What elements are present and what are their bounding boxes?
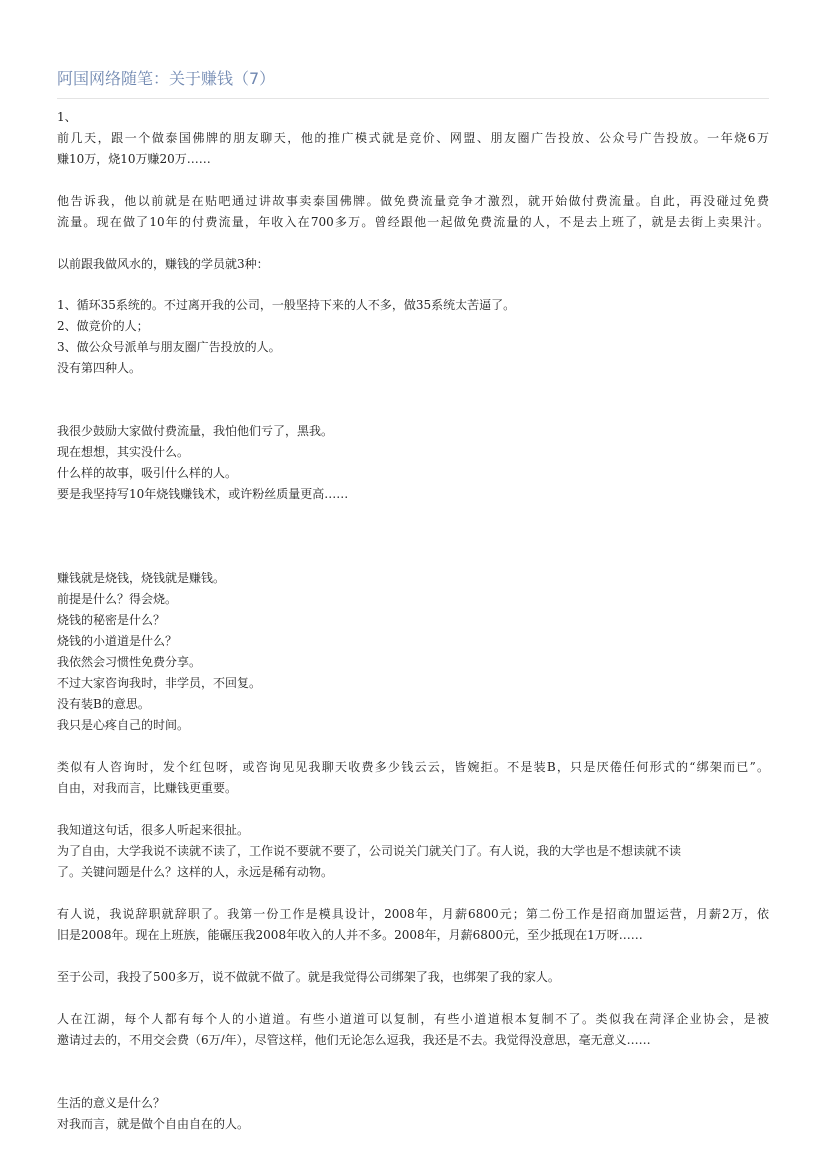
paragraph-line: 要是我坚持写10年烧钱赚钱术，或许粉丝质量更高…… [57,487,349,501]
paragraph-line: 至于公司，我投了500多万，说不做就不做了。就是我觉得公司绑架了我，也绑架了我的家人。 [57,970,560,984]
paragraph-line: 没有第四种人。 [57,361,142,375]
paragraph-line: 流量。现在做了10年的付费流量，年收入在700多万。曾经跟他一起做免费流量的人，不是去上班了，就是去街上卖果汁。 [57,215,769,229]
paragraph-line: 我知道这句话，很多人听起来很扯。 [57,823,250,837]
article-title: 阿国网络随笔：关于赚钱（7） [57,69,276,88]
paragraph-line: 现在想想，其实没什么。 [57,445,190,459]
paragraph-line: 我只是心疼自己的时间。 [57,718,190,732]
paragraph-line: 了。关键问题是什么？这样的人，永远是稀有动物。 [57,865,334,879]
paragraph-line: 烧钱的小道道是什么？ [57,634,178,648]
paragraph-line: 为了自由，大学我说不读就不读了，工作说不要就不要了，公司说关门就关门了。有人说，我的大学也是不想读就不读 [57,844,682,858]
list-item: 1、循环35系统的。不过离开我的公司，一般坚持下来的人不多，做35系统太苦逼了。 [57,298,516,312]
paragraph-line: 我依然会习惯性免费分享。 [57,655,202,669]
paragraph-line: 以前跟我做风水的，赚钱的学员就3种： [57,257,269,271]
paragraph-line: 没有装B的意思。 [57,697,150,711]
list-item: 2、做竞价的人； [57,319,149,333]
paragraph-line: 赚钱就是烧钱，烧钱就是赚钱。 [57,571,226,585]
paragraph-line: 什么样的故事，吸引什么样的人。 [57,466,238,480]
paragraph-line: 旧是2008年。现在上班族，能碾压我2008年收入的人并不多。2008年，月薪6800元，至少抵现在1万呀…… [57,928,643,942]
paragraph-line: 不过大家咨询我时，非学员，不回复。 [57,676,262,690]
paragraph-line: 赚10万，烧10万赚20万…… [57,152,211,166]
paragraph-line: 他告诉我，他以前就是在贴吧通过讲故事卖泰国佛牌。做免费流量竞争才激烈，就开始做付费流量。自此，再没碰过免费 [57,194,769,208]
paragraph-line: 对我而言，就是做个自由自在的人。 [57,1117,250,1131]
paragraph-line: 烧钱的秘密是什么？ [57,613,166,627]
paragraph-line: 邀请过去的，不用交会费（6万/年），尽管这样，他们无论怎么逗我，我还是不去。我觉得没意思，毫无意义…… [57,1033,651,1047]
paragraph-line: 有人说，我说辞职就辞职了。我第一份工作是模具设计，2008年，月薪6800元；第二份工作是招商加盟运营，月薪2万，依 [57,907,769,921]
paragraph-line: 前几天，跟一个做泰国佛牌的朋友聊天，他的推广模式就是竞价、网盟、朋友圈广告投放、公众号广告投放。一年烧6万 [57,131,769,145]
paragraph-line: 我很少鼓励大家做付费流量，我怕他们亏了，黑我。 [57,424,334,438]
paragraph-line: 自由，对我而言，比赚钱更重要。 [57,781,238,795]
paragraph-line: 前提是什么？得会烧。 [57,592,178,606]
paragraph-line: 1、 [57,110,77,124]
paragraph-line: 人在江湖，每个人都有每个人的小道道。有些小道道可以复制，有些小道道根本复制不了。类似我在菏泽企业协会，是被 [57,1012,769,1026]
paragraph-line: 类似有人咨询时，发个红包呀，或咨询见见我聊天收费多少钱云云，皆婉拒。不是装B，只是厌倦任何形式的“绑架而已”。 [57,760,769,774]
paragraph-line: 生活的意义是什么？ [57,1096,166,1110]
title-divider [57,98,769,99]
list-item: 3、做公众号派单与朋友圈广告投放的人。 [57,340,281,354]
